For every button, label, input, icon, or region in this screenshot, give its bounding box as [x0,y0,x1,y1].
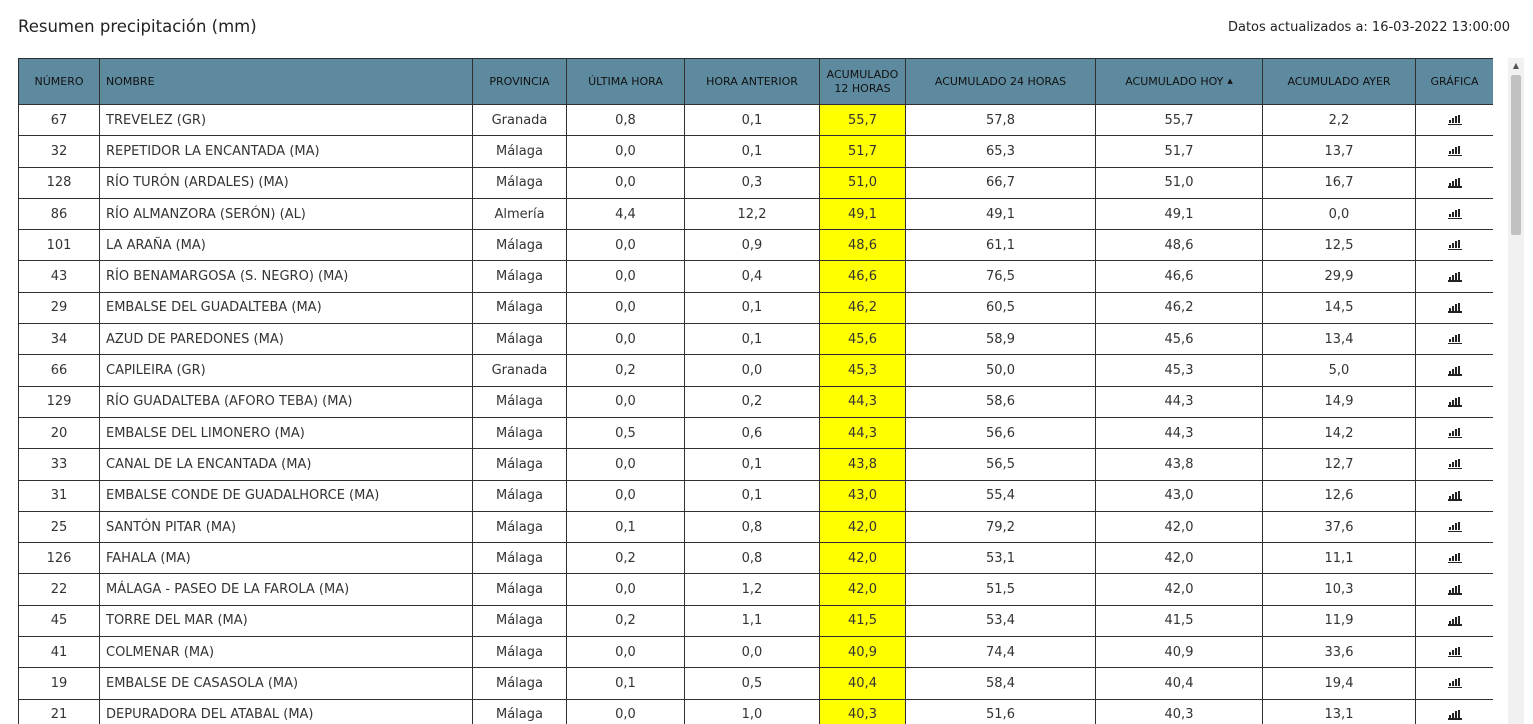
cell-acumulado-24: 79,2 [906,511,1096,542]
table-row [19,105,1494,136]
cell-ultima-hora: 0,0 [567,637,685,668]
cell-numero: 45 [19,605,100,636]
cell-acumulado-ayer: 13,4 [1263,324,1416,355]
cell-acumulado-24: 58,4 [906,668,1096,699]
cell-grafica [1416,574,1494,605]
bar-chart-icon[interactable] [1448,678,1462,688]
cell-grafica [1416,230,1494,261]
cell-provincia: Málaga [473,574,567,605]
cell-nombre: MÁLAGA - PASEO DE LA FAROLA (MA) [100,574,473,605]
cell-hora-anterior: 0,8 [685,543,820,574]
cell-acumulado-12: 43,0 [820,480,906,511]
cell-acumulado-hoy: 43,0 [1096,480,1263,511]
cell-acumulado-12: 48,6 [820,230,906,261]
cell-numero: 21 [19,699,100,724]
cell-acumulado-hoy: 40,3 [1096,699,1263,724]
cell-nombre: DEPURADORA DEL ATABAL (MA) [100,699,473,724]
table-row [19,230,1494,261]
cell-acumulado-12: 45,6 [820,324,906,355]
cell-nombre: TORRE DEL MAR (MA) [100,605,473,636]
cell-nombre: EMBALSE DE CASASOLA (MA) [100,668,473,699]
bar-chart-icon[interactable] [1448,522,1462,532]
cell-acumulado-12: 43,8 [820,449,906,480]
cell-acumulado-hoy: 48,6 [1096,230,1263,261]
table-row [19,261,1494,292]
cell-acumulado-12: 42,0 [820,511,906,542]
cell-hora-anterior: 0,2 [685,386,820,417]
cell-acumulado-hoy: 44,3 [1096,386,1263,417]
cell-acumulado-12: 40,9 [820,637,906,668]
table-row [19,699,1494,724]
table-row [19,324,1494,355]
cell-acumulado-hoy: 42,0 [1096,511,1263,542]
cell-grafica [1416,480,1494,511]
cell-acumulado-ayer: 11,1 [1263,543,1416,574]
cell-nombre: EMBALSE DEL LIMONERO (MA) [100,417,473,448]
cell-provincia: Granada [473,355,567,386]
cell-ultima-hora: 0,0 [567,167,685,198]
cell-numero: 33 [19,449,100,480]
vertical-scrollbar[interactable] [1508,58,1524,724]
cell-acumulado-hoy: 40,4 [1096,668,1263,699]
scroll-up-icon[interactable]: ▲ [1512,61,1520,70]
cell-acumulado-hoy: 43,8 [1096,449,1263,480]
cell-hora-anterior: 0,1 [685,480,820,511]
cell-nombre: TREVELEZ (GR) [100,105,473,136]
col-header-ultima-hora[interactable]: ÚLTIMA HORA [567,59,685,105]
cell-numero: 31 [19,480,100,511]
sort-ascending-icon: ▲ [1227,77,1233,85]
scroll-thumb[interactable] [1511,75,1521,235]
table-row [19,167,1494,198]
cell-numero: 86 [19,198,100,229]
bar-chart-icon[interactable] [1448,272,1462,282]
cell-ultima-hora: 0,8 [567,105,685,136]
cell-numero: 66 [19,355,100,386]
cell-acumulado-hoy: 46,6 [1096,261,1263,292]
cell-numero: 128 [19,167,100,198]
cell-numero: 34 [19,324,100,355]
cell-provincia: Málaga [473,449,567,480]
cell-acumulado-24: 56,6 [906,417,1096,448]
cell-acumulado-hoy: 45,6 [1096,324,1263,355]
bar-chart-icon[interactable] [1448,428,1462,438]
cell-acumulado-12: 41,5 [820,605,906,636]
table-row [19,292,1494,323]
cell-hora-anterior: 1,0 [685,699,820,724]
bar-chart-icon[interactable] [1448,178,1462,188]
cell-grafica [1416,543,1494,574]
table-row [19,417,1494,448]
cell-numero: 22 [19,574,100,605]
table-row [19,574,1494,605]
cell-ultima-hora: 4,4 [567,198,685,229]
table-body [19,105,1494,724]
cell-provincia: Málaga [473,543,567,574]
col-header-acumulado-12-line1: ACUMULADO [826,67,899,81]
col-header-grafica: GRÁFICA [1416,59,1494,105]
cell-acumulado-12: 44,3 [820,417,906,448]
bar-chart-icon[interactable] [1448,459,1462,469]
cell-acumulado-hoy: 46,2 [1096,292,1263,323]
table-row [19,449,1494,480]
cell-provincia: Málaga [473,605,567,636]
cell-grafica [1416,511,1494,542]
cell-acumulado-12: 45,3 [820,355,906,386]
cell-ultima-hora: 0,0 [567,480,685,511]
cell-acumulado-12: 46,6 [820,261,906,292]
cell-acumulado-hoy: 41,5 [1096,605,1263,636]
table-row [19,511,1494,542]
col-header-acumulado-ayer[interactable]: ACUMULADO AYER [1263,59,1416,105]
cell-acumulado-24: 60,5 [906,292,1096,323]
col-header-numero[interactable]: NÚMERO [19,59,100,105]
cell-grafica [1416,417,1494,448]
cell-acumulado-ayer: 37,6 [1263,511,1416,542]
cell-acumulado-ayer: 12,7 [1263,449,1416,480]
table-header-row [19,59,1494,105]
cell-acumulado-ayer: 11,9 [1263,605,1416,636]
cell-provincia: Málaga [473,480,567,511]
bar-chart-icon[interactable] [1448,209,1462,219]
cell-ultima-hora: 0,0 [567,449,685,480]
bar-chart-icon[interactable] [1448,303,1462,313]
cell-acumulado-24: 56,5 [906,449,1096,480]
cell-provincia: Málaga [473,511,567,542]
cell-ultima-hora: 0,0 [567,136,685,167]
cell-ultima-hora: 0,0 [567,699,685,724]
cell-acumulado-24: 49,1 [906,198,1096,229]
cell-acumulado-24: 66,7 [906,167,1096,198]
cell-nombre: EMBALSE CONDE DE GUADALHORCE (MA) [100,480,473,511]
cell-acumulado-24: 74,4 [906,637,1096,668]
cell-numero: 126 [19,543,100,574]
table-row [19,543,1494,574]
cell-numero: 129 [19,386,100,417]
table-row [19,198,1494,229]
cell-acumulado-24: 65,3 [906,136,1096,167]
cell-nombre: LA ARAÑA (MA) [100,230,473,261]
cell-grafica [1416,605,1494,636]
cell-acumulado-24: 58,6 [906,386,1096,417]
cell-ultima-hora: 0,1 [567,668,685,699]
precipitation-table-container [18,58,1493,724]
cell-acumulado-12: 40,4 [820,668,906,699]
cell-acumulado-24: 53,4 [906,605,1096,636]
cell-hora-anterior: 0,0 [685,637,820,668]
cell-acumulado-24: 51,6 [906,699,1096,724]
cell-acumulado-hoy: 42,0 [1096,574,1263,605]
cell-provincia: Almería [473,198,567,229]
cell-grafica [1416,292,1494,323]
cell-acumulado-ayer: 29,9 [1263,261,1416,292]
cell-acumulado-ayer: 16,7 [1263,167,1416,198]
cell-acumulado-hoy: 51,7 [1096,136,1263,167]
cell-nombre: RÍO GUADALTEBA (AFORO TEBA) (MA) [100,386,473,417]
cell-provincia: Málaga [473,261,567,292]
cell-acumulado-12: 40,3 [820,699,906,724]
cell-provincia: Málaga [473,637,567,668]
cell-grafica [1416,198,1494,229]
bar-chart-icon[interactable] [1448,397,1462,407]
page-header [0,0,1533,58]
cell-provincia: Granada [473,105,567,136]
cell-acumulado-ayer: 33,6 [1263,637,1416,668]
cell-acumulado-ayer: 14,2 [1263,417,1416,448]
precipitation-table [18,58,1493,724]
cell-hora-anterior: 1,1 [685,605,820,636]
cell-hora-anterior: 0,1 [685,136,820,167]
cell-acumulado-ayer: 14,9 [1263,386,1416,417]
cell-hora-anterior: 0,1 [685,449,820,480]
cell-nombre: SANTÓN PITAR (MA) [100,511,473,542]
cell-acumulado-ayer: 12,5 [1263,230,1416,261]
col-header-acumulado-12[interactable] [820,59,906,105]
cell-hora-anterior: 0,5 [685,668,820,699]
col-header-acumulado-hoy-label: ACUMULADO HOY [1125,75,1224,88]
cell-nombre: FAHALA (MA) [100,543,473,574]
cell-acumulado-12: 44,3 [820,386,906,417]
cell-ultima-hora: 0,0 [567,324,685,355]
cell-grafica [1416,637,1494,668]
bar-chart-icon[interactable] [1448,240,1462,250]
table-row [19,136,1494,167]
bar-chart-icon[interactable] [1448,491,1462,501]
cell-hora-anterior: 0,0 [685,355,820,386]
cell-acumulado-ayer: 12,6 [1263,480,1416,511]
cell-ultima-hora: 0,2 [567,605,685,636]
cell-acumulado-ayer: 13,7 [1263,136,1416,167]
cell-ultima-hora: 0,0 [567,574,685,605]
bar-chart-icon[interactable] [1448,647,1462,657]
cell-nombre: COLMENAR (MA) [100,637,473,668]
cell-grafica [1416,668,1494,699]
cell-acumulado-24: 55,4 [906,480,1096,511]
cell-nombre: RÍO ALMANZORA (SERÓN) (AL) [100,198,473,229]
table-row [19,668,1494,699]
cell-grafica [1416,136,1494,167]
cell-numero: 25 [19,511,100,542]
cell-nombre: CANAL DE LA ENCANTADA (MA) [100,449,473,480]
cell-provincia: Málaga [473,167,567,198]
cell-grafica [1416,449,1494,480]
table-row [19,355,1494,386]
cell-acumulado-ayer: 10,3 [1263,574,1416,605]
cell-acumulado-ayer: 5,0 [1263,355,1416,386]
bar-chart-icon[interactable] [1448,146,1462,156]
cell-nombre: RÍO BENAMARGOSA (S. NEGRO) (MA) [100,261,473,292]
cell-ultima-hora: 0,0 [567,261,685,292]
cell-acumulado-12: 46,2 [820,292,906,323]
table-row [19,480,1494,511]
cell-acumulado-24: 61,1 [906,230,1096,261]
cell-numero: 19 [19,668,100,699]
cell-provincia: Málaga [473,230,567,261]
cell-grafica [1416,105,1494,136]
bar-chart-icon[interactable] [1448,115,1462,125]
bar-chart-icon[interactable] [1448,585,1462,595]
cell-acumulado-12: 51,0 [820,167,906,198]
cell-acumulado-ayer: 19,4 [1263,668,1416,699]
bar-chart-icon[interactable] [1448,616,1462,626]
col-header-acumulado-24[interactable]: ACUMULADO 24 HORAS [906,59,1096,105]
cell-numero: 41 [19,637,100,668]
cell-numero: 67 [19,105,100,136]
cell-grafica [1416,261,1494,292]
cell-numero: 29 [19,292,100,323]
cell-provincia: Málaga [473,292,567,323]
page-title: Resumen precipitación (mm) [18,17,257,36]
cell-hora-anterior: 0,6 [685,417,820,448]
cell-numero: 43 [19,261,100,292]
cell-acumulado-hoy: 44,3 [1096,417,1263,448]
cell-acumulado-hoy: 55,7 [1096,105,1263,136]
col-header-provincia[interactable]: PROVINCIA [473,59,567,105]
table-row [19,637,1494,668]
cell-acumulado-ayer: 14,5 [1263,292,1416,323]
cell-hora-anterior: 1,2 [685,574,820,605]
cell-acumulado-hoy: 40,9 [1096,637,1263,668]
cell-acumulado-24: 58,9 [906,324,1096,355]
cell-acumulado-24: 76,5 [906,261,1096,292]
table-row [19,386,1494,417]
cell-acumulado-ayer: 2,2 [1263,105,1416,136]
cell-ultima-hora: 0,0 [567,292,685,323]
bar-chart-icon[interactable] [1448,366,1462,376]
cell-nombre: EMBALSE DEL GUADALTEBA (MA) [100,292,473,323]
col-header-acumulado-hoy[interactable] [1096,59,1263,105]
bar-chart-icon[interactable] [1448,334,1462,344]
cell-grafica [1416,386,1494,417]
col-header-nombre[interactable]: NOMBRE [100,59,473,105]
cell-ultima-hora: 0,2 [567,355,685,386]
col-header-acumulado-12-line2: 12 HORAS [834,81,891,95]
cell-hora-anterior: 0,1 [685,292,820,323]
cell-acumulado-hoy: 42,0 [1096,543,1263,574]
cell-ultima-hora: 0,1 [567,511,685,542]
cell-hora-anterior: 0,1 [685,324,820,355]
cell-acumulado-hoy: 49,1 [1096,198,1263,229]
cell-acumulado-hoy: 51,0 [1096,167,1263,198]
cell-provincia: Málaga [473,136,567,167]
cell-acumulado-24: 53,1 [906,543,1096,574]
cell-grafica [1416,167,1494,198]
cell-provincia: Málaga [473,386,567,417]
cell-acumulado-24: 51,5 [906,574,1096,605]
cell-nombre: CAPILEIRA (GR) [100,355,473,386]
cell-acumulado-12: 42,0 [820,574,906,605]
cell-nombre: RÍO TURÓN (ARDALES) (MA) [100,167,473,198]
cell-hora-anterior: 0,8 [685,511,820,542]
cell-grafica [1416,355,1494,386]
cell-provincia: Málaga [473,324,567,355]
cell-hora-anterior: 0,3 [685,167,820,198]
cell-ultima-hora: 0,2 [567,543,685,574]
cell-hora-anterior: 0,4 [685,261,820,292]
bar-chart-icon[interactable] [1448,553,1462,563]
cell-provincia: Málaga [473,699,567,724]
table-row [19,605,1494,636]
cell-acumulado-12: 49,1 [820,198,906,229]
cell-provincia: Málaga [473,668,567,699]
cell-acumulado-24: 57,8 [906,105,1096,136]
cell-acumulado-12: 55,7 [820,105,906,136]
cell-ultima-hora: 0,0 [567,386,685,417]
cell-ultima-hora: 0,5 [567,417,685,448]
cell-acumulado-24: 50,0 [906,355,1096,386]
cell-acumulado-ayer: 13,1 [1263,699,1416,724]
col-header-hora-anterior[interactable]: HORA ANTERIOR [685,59,820,105]
cell-hora-anterior: 12,2 [685,198,820,229]
cell-ultima-hora: 0,0 [567,230,685,261]
cell-acumulado-hoy: 45,3 [1096,355,1263,386]
cell-nombre: REPETIDOR LA ENCANTADA (MA) [100,136,473,167]
cell-hora-anterior: 0,1 [685,105,820,136]
cell-grafica [1416,324,1494,355]
cell-acumulado-ayer: 0,0 [1263,198,1416,229]
cell-acumulado-12: 42,0 [820,543,906,574]
cell-grafica [1416,699,1494,724]
cell-numero: 20 [19,417,100,448]
cell-numero: 101 [19,230,100,261]
cell-hora-anterior: 0,9 [685,230,820,261]
updated-timestamp: Datos actualizados a: 16-03-2022 13:00:00 [1227,20,1510,35]
cell-provincia: Málaga [473,417,567,448]
cell-nombre: AZUD DE PAREDONES (MA) [100,324,473,355]
bar-chart-icon[interactable] [1448,710,1462,720]
cell-acumulado-12: 51,7 [820,136,906,167]
cell-numero: 32 [19,136,100,167]
